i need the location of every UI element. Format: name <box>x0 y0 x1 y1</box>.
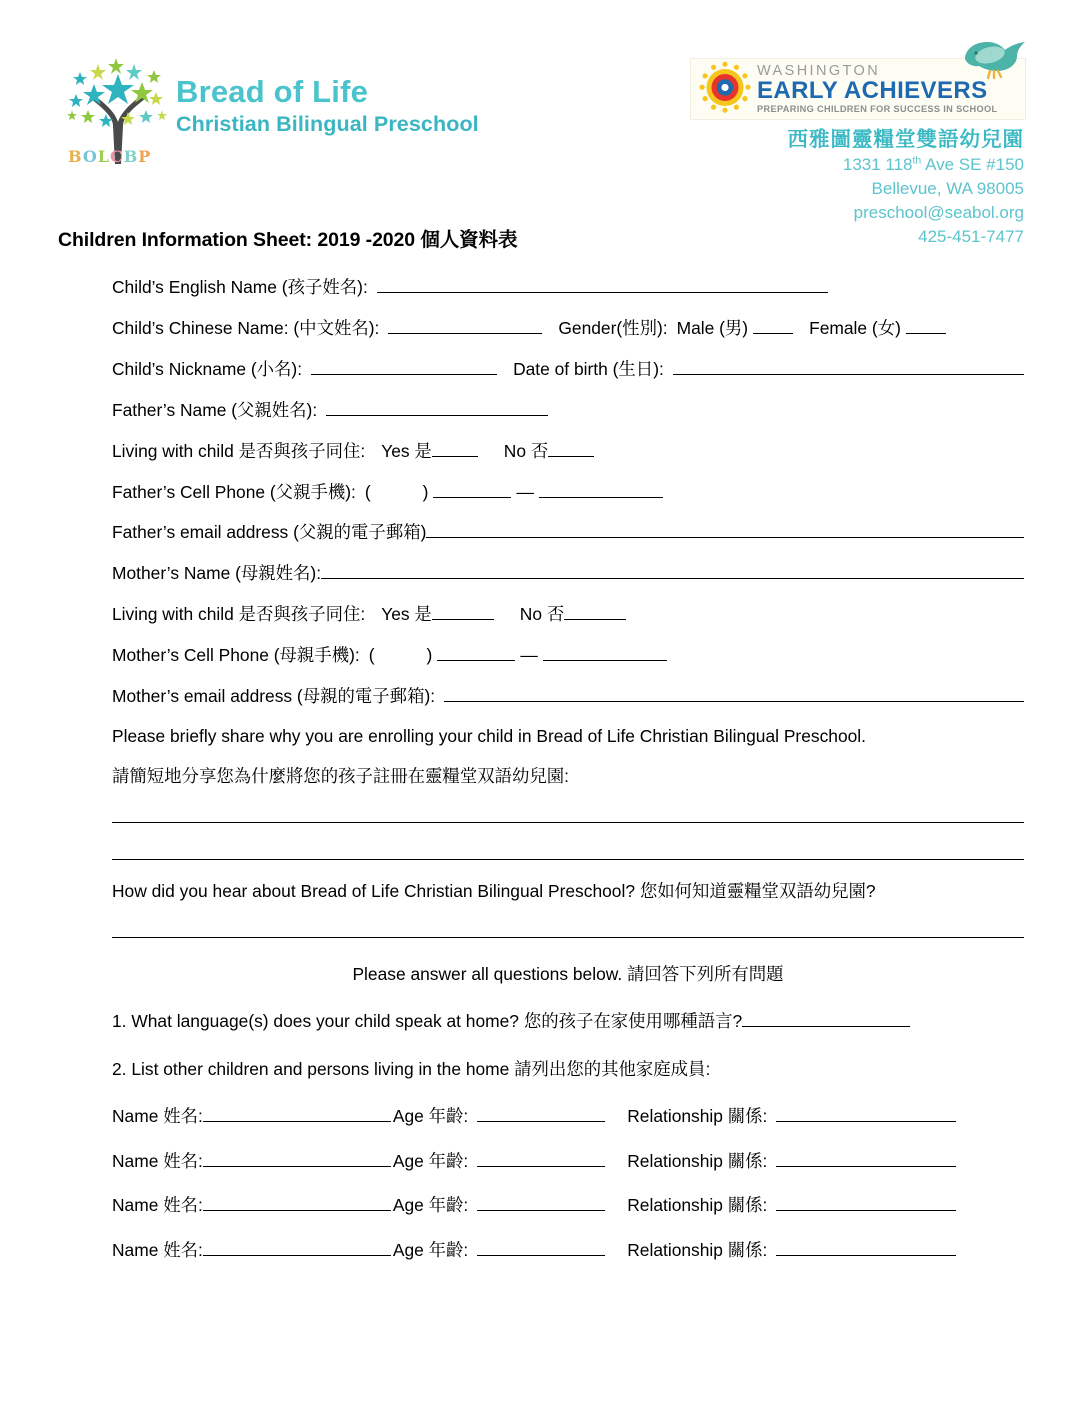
household-row <box>112 1236 1024 1261</box>
brand-logo-block <box>66 52 479 164</box>
paren-open: ( <box>364 481 371 502</box>
relationship-label: Relationship 關係: <box>627 1150 768 1171</box>
name-label: Name 姓名: <box>112 1239 203 1260</box>
father-phone-line-input[interactable] <box>539 483 663 498</box>
field-label: Mother’s Name (母親姓名): <box>112 563 322 584</box>
age-label: Age 年齡: <box>392 1150 469 1171</box>
no-label: No 否 <box>519 604 565 625</box>
mother-phone-line-input[interactable] <box>543 646 667 661</box>
enroll-answer-line-2[interactable] <box>112 845 1024 860</box>
mother-phone-prefix-input[interactable] <box>437 646 515 661</box>
address-street-rest: Ave SE #150 <box>921 154 1024 174</box>
no-label: No 否 <box>503 440 549 461</box>
field-label: Father’s Name (父親姓名): <box>112 399 318 420</box>
enroll-prompt-english: Please briefly share why you are enrolling your child in Bread of Life Christian Bilingual Preschool. <box>112 725 866 746</box>
field-label: Mother’s Cell Phone (母親手機): <box>112 645 360 666</box>
field-mother-name <box>112 564 1024 582</box>
phone-dash: — <box>520 645 538 666</box>
address-city: Bellevue, WA 98005 <box>871 178 1024 198</box>
sunburst-icon <box>697 61 753 117</box>
household-row <box>112 1147 1024 1172</box>
enroll-prompt-chinese: 請簡短地分享您為什麼將您的孩子註冊在靈糧堂双語幼兒園: <box>112 765 569 786</box>
household-name-input[interactable] <box>203 1107 391 1122</box>
question-2-label: 2. List other children and persons living in the home 請列出您的其他家庭成員: <box>112 1058 711 1079</box>
field-label: Child’s Nickname (小名): <box>112 358 303 379</box>
relationship-label: Relationship 關係: <box>627 1106 768 1127</box>
early-achievers-title: EARLY ACHIEVERS <box>757 77 988 105</box>
household-age-input[interactable] <box>477 1196 605 1211</box>
yes-label: Yes 是 <box>381 440 432 461</box>
household-name-input[interactable] <box>203 1152 391 1167</box>
brand-monogram: BOLCBP <box>68 147 152 166</box>
address-email: preschool@seabol.org <box>853 202 1024 222</box>
answer-all-note: Please answer all questions below. 請回答下列所有問題 <box>352 964 784 985</box>
household-relationship-input[interactable] <box>776 1241 956 1256</box>
gender-male-label: Male (男) <box>676 317 749 338</box>
gender-female-label: Female (女) <box>809 317 901 338</box>
field-child-nickname <box>112 360 1024 378</box>
household-age-input[interactable] <box>477 1241 605 1256</box>
household-relationship-input[interactable] <box>776 1152 956 1167</box>
enroll-answer-line-1[interactable] <box>112 808 1024 823</box>
early-achievers-block <box>690 58 1026 249</box>
child-english-name-input[interactable] <box>377 278 828 293</box>
date-of-birth-input[interactable] <box>673 360 1024 375</box>
father-name-input[interactable] <box>326 401 548 416</box>
star-tree-logo-icon <box>66 52 170 164</box>
address-phone: 425-451-7477 <box>918 227 1024 247</box>
field-mother-cell-phone <box>112 646 1024 664</box>
field-label: Father’s Cell Phone (父親手機): <box>112 481 356 502</box>
field-label: Child’s Chinese Name: (中文姓名): <box>112 317 380 338</box>
bird-icon <box>957 33 1031 81</box>
field-label: Father’s email address (父親的電子郵箱) <box>112 522 427 543</box>
gender-label: Gender(性別): <box>558 317 668 338</box>
address-street-number: 1331 118 <box>842 154 913 174</box>
early-achievers-tagline: PREPARING CHILDREN FOR SUCCESS IN SCHOOL <box>757 104 998 115</box>
child-chinese-name-input[interactable] <box>388 319 542 334</box>
field-label: Child’s English Name (孩子姓名): <box>112 277 368 297</box>
brand-subtitle: Christian Bilingual Preschool <box>176 112 479 137</box>
household-age-input[interactable] <box>477 1107 605 1122</box>
father-email-input[interactable] <box>426 523 1024 538</box>
mother-name-input[interactable] <box>321 564 1024 579</box>
gender-female-input[interactable] <box>906 319 946 334</box>
father-phone-prefix-input[interactable] <box>433 483 511 498</box>
father-living-no-input[interactable] <box>548 442 594 457</box>
phone-dash: — <box>516 481 534 502</box>
age-label: Age 年齡: <box>392 1195 469 1216</box>
field-label: Mother’s email address (母親的電子郵箱): <box>112 686 436 707</box>
field-father-email <box>112 523 1024 541</box>
household-row <box>112 1191 1024 1216</box>
household-age-input[interactable] <box>477 1152 605 1167</box>
child-nickname-input[interactable] <box>311 360 497 375</box>
field-mother-email <box>112 687 1024 705</box>
relationship-label: Relationship 關係: <box>627 1195 768 1216</box>
paren-close: ) <box>426 645 433 666</box>
question-1-input[interactable] <box>742 1012 910 1027</box>
early-achievers-logo <box>690 58 1026 120</box>
field-father-cell-phone <box>112 483 1024 501</box>
mother-email-input[interactable] <box>444 687 1024 702</box>
field-label: Living with child 是否與孩子同住: <box>112 440 366 461</box>
yes-label: Yes 是 <box>381 604 432 625</box>
field-label: Living with child 是否與孩子同住: <box>112 604 366 625</box>
page-title: Children Information Sheet: 2019 -2020 個人資料表 <box>58 229 518 251</box>
household-relationship-input[interactable] <box>776 1196 956 1211</box>
question-1 <box>112 1007 1024 1032</box>
address-street-ordinal: th <box>912 153 922 166</box>
household-name-input[interactable] <box>203 1241 391 1256</box>
address-street <box>690 153 1024 177</box>
hear-about-answer-line[interactable] <box>112 923 1024 938</box>
mother-living-no-input[interactable] <box>564 605 626 620</box>
field-child-english-name <box>112 278 1024 296</box>
brand-name: Bread of Life <box>176 73 369 109</box>
dob-label: Date of birth (生日): <box>513 358 664 379</box>
question-1-label: 1. What language(s) does your child speak at home? 您的孩子在家使用哪種語言? <box>112 1011 743 1032</box>
relationship-label: Relationship 關係: <box>627 1239 768 1260</box>
form-body <box>112 278 1024 1280</box>
household-row <box>112 1102 1024 1127</box>
school-address-block <box>690 126 1026 249</box>
household-name-input[interactable] <box>203 1196 391 1211</box>
field-father-living-with-child <box>112 442 1024 460</box>
name-label: Name 姓名: <box>112 1150 203 1171</box>
hear-about-prompt: How did you hear about Bread of Life Christian Bilingual Preschool? 您如何知道靈糧堂双語幼兒園? <box>112 880 876 901</box>
age-label: Age 年齡: <box>392 1106 469 1127</box>
name-label: Name 姓名: <box>112 1195 203 1216</box>
early-achievers-washington: WASHINGTON <box>757 62 881 79</box>
household-relationship-input[interactable] <box>776 1107 956 1122</box>
paren-close: ) <box>422 481 429 502</box>
mother-living-yes-input[interactable] <box>432 605 494 620</box>
field-mother-living-with-child <box>112 605 1024 623</box>
field-child-chinese-name <box>112 319 1024 337</box>
question-2 <box>112 1055 1024 1080</box>
name-label: Name 姓名: <box>112 1106 203 1127</box>
age-label: Age 年齡: <box>392 1239 469 1260</box>
gender-male-input[interactable] <box>753 319 793 334</box>
school-name-chinese: 西雅圖靈糧堂雙語幼兒園 <box>787 127 1024 151</box>
paren-open: ( <box>368 645 375 666</box>
field-father-name <box>112 401 1024 419</box>
father-living-yes-input[interactable] <box>432 442 478 457</box>
